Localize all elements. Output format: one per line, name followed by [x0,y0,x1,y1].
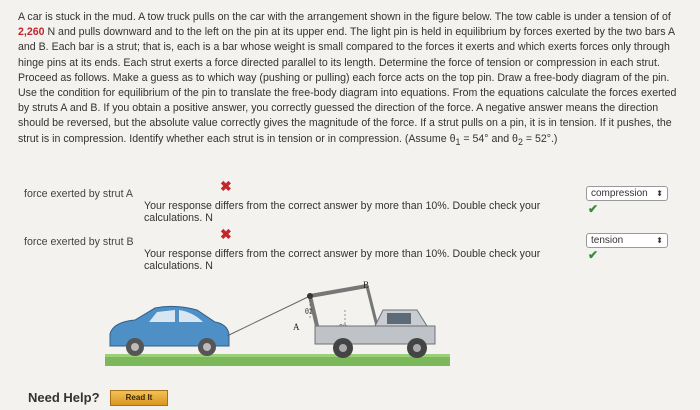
ground [105,356,450,366]
theta2-value: = 52°.) [522,132,558,145]
strut-b-feedback: Your response differs from the correct answer by more than 10%. Double check your calculations. N [144,248,541,272]
strut-b-answer-input[interactable] [142,234,272,248]
select-arrows-icon: ⬍ [656,236,663,245]
strut-b [310,286,367,296]
strut-b-type-select[interactable] [586,233,668,248]
strut-b-label: force exerted by strut B [24,236,134,248]
strut-a-answer-input[interactable] [142,186,272,200]
strut-a-feedback: Your response differs from the correct answer by more than 10%. Double check your calculations. N [144,200,541,224]
ground-edge [105,354,450,357]
theta2-subscript: 2 [517,136,523,147]
correct-check-icon: ✔ [588,248,599,262]
problem-text: A car is stuck in the mud. A tow truck pulls on the car with the arrangement shown in the figure below. The tow cable is under a tension of of [18,11,671,23]
strut-a-selected-value: compression [591,188,648,199]
correct-check-icon: ✔ [588,202,599,216]
read-it-button[interactable]: Read It [110,390,168,406]
boom-post [367,286,377,326]
strut-b-figure-label: B [363,280,370,290]
theta1-value: = 54° and θ [460,132,518,145]
strut-a-type-select[interactable] [586,186,668,201]
strut-a-figure-label: A [293,322,300,332]
need-help-label: Need Help? [28,390,100,405]
problem-statement [18,10,686,150]
theta1-label: θ1 [305,307,313,316]
strut-b-selected-value: tension [591,235,624,246]
select-arrows-icon: ⬍ [656,189,663,198]
tow-truck-figure [105,274,450,370]
strut-a-label: force exerted by strut A [24,188,133,200]
car [110,306,229,356]
problem-text-cont: N and pulls downward and to the left on the pin at its upper end. The light pin is held in equilibrium by forces exerted by the two bars A and B. Each bar is a strut; that is, each is a bar whose weight is small compared to the forces it exerts and which exerts forces only through hinge pins at its ends. Each strut exerts a force directed parallel to its length. Determine the force of tension or compression in each strut. Proceed as follows. Make a guess as to which way (pushing or pulling) each force acts on the top pin. Draw a free-body diagram of the pin. Use the condition for equilibrium of the pin to translate the free-body diagram into equations. From the equations calculate the forces exerted by struts A and B. If you obtain a positive answer, you correctly guessed the direction of the force. A negative answer means the direction should be reversed, but the absolute value correctly gives the magnitude of the force. If a strut pulls on a pin, it is in tension. If it pushes, the strut is in compression. Identify whether each strut is in tension or in compression. (Assume θ [18,26,677,145]
tension-value: 2,260 [18,26,45,39]
theta1-subscript: 1 [455,136,461,147]
incorrect-icon: ✖ [220,178,232,194]
incorrect-icon: ✖ [220,226,232,242]
